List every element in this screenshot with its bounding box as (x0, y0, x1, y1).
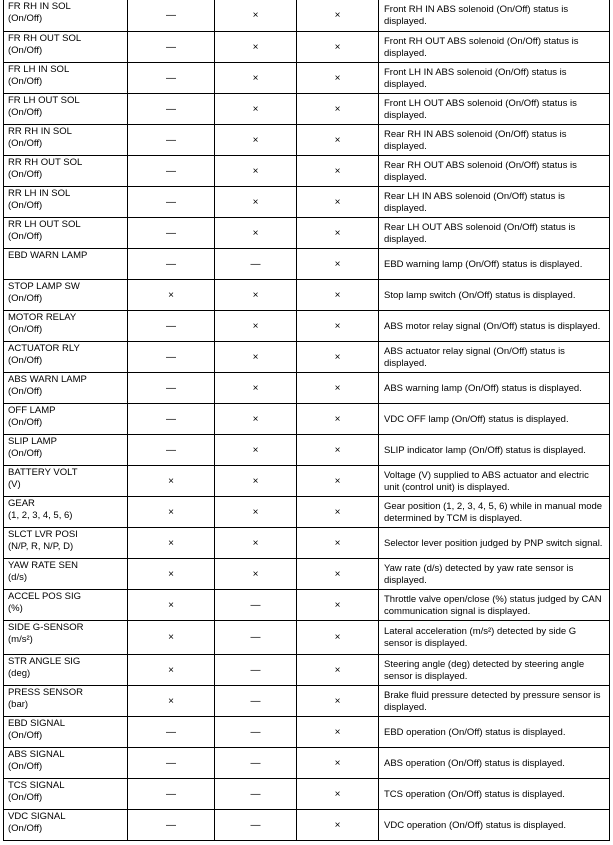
monitor-mark-c2: × (215, 125, 297, 155)
monitor-item-cell (4, 32, 128, 62)
monitor-mark-c3: × (297, 311, 379, 341)
monitor-description: Stop lamp switch (On/Off) status is displayed. (384, 289, 576, 301)
monitor-item-name: STOP LAMP SW (8, 281, 80, 292)
monitor-description-cell (379, 0, 609, 31)
monitor-description-cell (379, 187, 609, 217)
monitor-mark-c2: — (215, 717, 297, 747)
monitor-item-cell (4, 311, 128, 341)
monitor-item-cell (4, 466, 128, 496)
monitor-description-cell (379, 373, 609, 403)
monitor-item-cell (4, 404, 128, 434)
monitor-item-unit: (On/Off) (8, 324, 43, 335)
monitor-description: SLIP indicator lamp (On/Off) status is displayed. (384, 444, 586, 456)
monitor-mark-c3: × (297, 32, 379, 62)
monitor-mark-c1: — (128, 218, 215, 248)
monitor-mark-c2: × (215, 559, 297, 589)
table-row (4, 0, 609, 31)
monitor-description: Voltage (V) supplied to ABS actuator and electric unit (control unit) is displayed. (384, 469, 589, 493)
monitor-description: Selector lever position judged by PNP switch signal. (384, 537, 603, 549)
monitor-description: ABS operation (On/Off) status is displayed. (384, 757, 565, 769)
monitor-mark-c1: × (128, 497, 215, 527)
monitor-description-cell (379, 156, 609, 186)
monitor-item-name: STR ANGLE SIG (8, 656, 81, 667)
monitor-description-cell (379, 218, 609, 248)
monitor-mark-c1: × (128, 280, 215, 310)
monitor-item-name: GEAR (8, 498, 35, 509)
monitor-item-cell (4, 187, 128, 217)
monitor-item-cell (4, 590, 128, 620)
monitor-item-name: FR RH OUT SOL (8, 33, 82, 44)
monitor-mark-c1: — (128, 779, 215, 809)
table-row (4, 654, 609, 685)
monitor-mark-c2: × (215, 218, 297, 248)
table-row (4, 620, 609, 654)
monitor-item-name: FR LH IN SOL (8, 64, 70, 75)
monitor-item-name: SLIP LAMP (8, 436, 57, 447)
monitor-mark-c3: × (297, 748, 379, 778)
monitor-mark-c3: × (297, 497, 379, 527)
monitor-description: Brake fluid pressure detected by pressure sensor is displayed. (384, 689, 601, 713)
monitor-mark-c3: × (297, 655, 379, 685)
monitor-item-unit: (On/Off) (8, 138, 43, 149)
monitor-item-unit: (On/Off) (8, 823, 43, 834)
monitor-item-name: FR LH OUT SOL (8, 95, 80, 106)
monitor-description-cell (379, 621, 609, 654)
monitor-item-name: ABS WARN LAMP (8, 374, 87, 385)
monitor-mark-c3: × (297, 686, 379, 716)
monitor-item-unit: (On/Off) (8, 293, 43, 304)
monitor-item-unit: (On/Off) (8, 417, 43, 428)
monitor-mark-c3: × (297, 528, 379, 558)
monitor-mark-c1: × (128, 655, 215, 685)
monitor-description: EBD warning lamp (On/Off) status is displayed. (384, 258, 583, 270)
monitor-item-unit: (On/Off) (8, 200, 43, 211)
table-row (4, 341, 609, 372)
table-row (4, 217, 609, 248)
monitor-item-cell (4, 218, 128, 248)
monitor-item-name: TCS SIGNAL (8, 780, 65, 791)
monitor-description-cell (379, 810, 609, 840)
monitor-mark-c1: — (128, 94, 215, 124)
monitor-mark-c2: × (215, 497, 297, 527)
monitor-description: ABS motor relay signal (On/Off) status is displayed. (384, 320, 601, 332)
monitor-item-name: ACCEL POS SIG (8, 591, 82, 602)
monitor-description: Yaw rate (d/s) detected by yaw rate sensor is displayed. (384, 562, 574, 586)
monitor-description: EBD operation (On/Off) status is displayed. (384, 726, 566, 738)
monitor-description: ABS warning lamp (On/Off) status is displayed. (384, 382, 582, 394)
monitor-mark-c1: — (128, 717, 215, 747)
table-row (4, 372, 609, 403)
monitor-description: Lateral acceleration (m/s²) detected by side G sensor is displayed. (384, 626, 577, 649)
monitor-description: Front LH IN ABS solenoid (On/Off) status is displayed. (384, 66, 567, 90)
monitor-description: TCS operation (On/Off) status is displayed. (384, 788, 565, 800)
monitor-description: Throttle valve open/close (%) status judged by CAN communication signal is displayed. (384, 593, 602, 617)
table-row (4, 248, 609, 279)
monitor-mark-c1: — (128, 810, 215, 840)
monitor-mark-c2: × (215, 342, 297, 372)
monitor-item-cell (4, 280, 128, 310)
monitor-item-unit: (m/s²) (8, 634, 33, 645)
monitor-description-cell (379, 404, 609, 434)
monitor-description-cell (379, 779, 609, 809)
monitor-mark-c2: × (215, 187, 297, 217)
table-row (4, 124, 609, 155)
monitor-description-cell (379, 717, 609, 747)
monitor-description-cell (379, 249, 609, 279)
monitor-mark-c1: — (128, 435, 215, 465)
monitor-item-cell (4, 559, 128, 589)
monitor-item-unit: (On/Off) (8, 107, 43, 118)
table-row (4, 716, 609, 747)
monitor-mark-c3: × (297, 125, 379, 155)
table-row (4, 403, 609, 434)
monitor-mark-c2: × (215, 404, 297, 434)
monitor-mark-c3: × (297, 156, 379, 186)
monitor-item-cell (4, 810, 128, 840)
monitor-description-cell (379, 280, 609, 310)
monitor-description-cell (379, 32, 609, 62)
monitor-mark-c3: × (297, 621, 379, 654)
table-row (4, 434, 609, 465)
monitor-item-cell (4, 0, 128, 31)
table-row (4, 62, 609, 93)
monitor-description-cell (379, 497, 609, 527)
monitor-item-name: RR LH OUT SOL (8, 219, 81, 230)
monitor-item-unit: (On/Off) (8, 355, 43, 366)
table-row (4, 279, 609, 310)
monitor-item-unit: (On/Off) (8, 448, 43, 459)
monitor-item-cell (4, 249, 128, 279)
table-row (4, 558, 609, 589)
monitor-mark-c2: — (215, 686, 297, 716)
monitor-item-name: YAW RATE SEN (8, 560, 79, 571)
monitor-item-unit: (On/Off) (8, 13, 43, 24)
monitor-description-cell (379, 466, 609, 496)
table-row (4, 93, 609, 124)
monitor-mark-c2: × (215, 528, 297, 558)
monitor-item-cell (4, 125, 128, 155)
monitor-item-cell (4, 779, 128, 809)
monitor-mark-c1: — (128, 311, 215, 341)
table-row (4, 155, 609, 186)
monitor-item-cell (4, 655, 128, 685)
monitor-mark-c3: × (297, 342, 379, 372)
monitor-item-name: SLCT LVR POSI (8, 529, 78, 540)
monitor-item-cell (4, 717, 128, 747)
monitor-item-name: RR LH IN SOL (8, 188, 71, 199)
monitor-mark-c2: × (215, 311, 297, 341)
monitor-item-name: ABS SIGNAL (8, 749, 65, 760)
monitor-mark-c3: × (297, 404, 379, 434)
monitor-description: Rear RH IN ABS solenoid (On/Off) status is displayed. (384, 128, 567, 152)
monitor-mark-c1: × (128, 686, 215, 716)
monitor-item-name: PRESS SENSOR (8, 687, 83, 698)
monitor-mark-c3: × (297, 187, 379, 217)
monitor-mark-c2: — (215, 621, 297, 654)
monitor-mark-c2: × (215, 373, 297, 403)
monitor-item-name: VDC SIGNAL (8, 811, 66, 822)
monitor-item-name: RR RH OUT SOL (8, 157, 83, 168)
monitor-item-cell (4, 373, 128, 403)
monitor-mark-c3: × (297, 373, 379, 403)
table-row (4, 778, 609, 809)
monitor-item-unit: (deg) (8, 668, 31, 679)
table-row (4, 186, 609, 217)
monitor-item-name: MOTOR RELAY (8, 312, 77, 323)
monitor-description: Front RH IN ABS solenoid (On/Off) status is displayed. (384, 4, 569, 27)
monitor-mark-c1: — (128, 187, 215, 217)
monitor-mark-c2: — (215, 590, 297, 620)
monitor-item-cell (4, 435, 128, 465)
monitor-mark-c1: — (128, 63, 215, 93)
monitor-item-cell (4, 156, 128, 186)
monitor-item-name: FR RH IN SOL (8, 1, 71, 12)
monitor-item-cell (4, 621, 128, 654)
monitor-mark-c3: × (297, 779, 379, 809)
monitor-mark-c3: × (297, 435, 379, 465)
table-row (4, 809, 609, 840)
monitor-mark-c2: — (215, 655, 297, 685)
monitor-mark-c3: × (297, 63, 379, 93)
table-row (4, 747, 609, 778)
monitor-description-cell (379, 559, 609, 589)
monitor-mark-c1: × (128, 590, 215, 620)
monitor-mark-c3: × (297, 717, 379, 747)
monitor-mark-c2: — (215, 779, 297, 809)
monitor-description: Front RH OUT ABS solenoid (On/Off) status is displayed. (384, 35, 579, 59)
monitor-item-unit: (On/Off) (8, 45, 43, 56)
monitor-item-unit: (%) (8, 603, 23, 614)
monitor-item-unit: (On/Off) (8, 169, 43, 180)
monitor-item-unit: (On/Off) (8, 386, 43, 397)
monitor-mark-c2: × (215, 94, 297, 124)
monitor-mark-c2: × (215, 32, 297, 62)
monitor-description: Rear LH OUT ABS solenoid (On/Off) status is displayed. (384, 221, 576, 245)
monitor-mark-c2: × (215, 466, 297, 496)
monitor-mark-c1: × (128, 621, 215, 654)
monitor-mark-c3: × (297, 218, 379, 248)
monitor-item-name: ACTUATOR RLY (8, 343, 80, 354)
monitor-mark-c2: — (215, 249, 297, 279)
monitor-mark-c2: × (215, 280, 297, 310)
monitor-item-name: RR RH IN SOL (8, 126, 72, 137)
monitor-mark-c1: — (128, 342, 215, 372)
monitor-mark-c1: × (128, 528, 215, 558)
monitor-mark-c3: × (297, 466, 379, 496)
monitor-item-cell (4, 686, 128, 716)
monitor-item-cell (4, 528, 128, 558)
monitor-description: Front LH OUT ABS solenoid (On/Off) status is displayed. (384, 97, 577, 121)
monitor-description: Rear LH IN ABS solenoid (On/Off) status is displayed. (384, 190, 565, 214)
monitor-description-cell (379, 528, 609, 558)
monitor-description-cell (379, 435, 609, 465)
data-monitor-table (3, 0, 610, 841)
monitor-mark-c1: — (128, 748, 215, 778)
monitor-item-cell (4, 748, 128, 778)
monitor-description-cell (379, 748, 609, 778)
monitor-mark-c1: — (128, 125, 215, 155)
monitor-item-unit: (On/Off) (8, 761, 43, 772)
monitor-description-cell (379, 686, 609, 716)
monitor-description: Gear position (1, 2, 3, 4, 5, 6) while in manual mode determined by TCM is displayed. (384, 500, 603, 524)
monitor-mark-c2: × (215, 435, 297, 465)
monitor-mark-c1: — (128, 404, 215, 434)
monitor-mark-c3: × (297, 559, 379, 589)
monitor-description: ABS actuator relay signal (On/Off) status is displayed. (384, 345, 565, 369)
monitor-mark-c2: × (215, 63, 297, 93)
monitor-item-cell (4, 63, 128, 93)
monitor-description-cell (379, 655, 609, 685)
monitor-item-cell (4, 342, 128, 372)
monitor-mark-c3: × (297, 249, 379, 279)
monitor-description-cell (379, 94, 609, 124)
monitor-description-cell (379, 63, 609, 93)
monitor-mark-c2: — (215, 810, 297, 840)
monitor-description: VDC OFF lamp (On/Off) status is displayed. (384, 413, 569, 425)
monitor-item-cell (4, 497, 128, 527)
monitor-mark-c1: — (128, 156, 215, 186)
monitor-mark-c1: — (128, 32, 215, 62)
monitor-mark-c2: — (215, 748, 297, 778)
monitor-item-unit: (On/Off) (8, 792, 43, 803)
monitor-item-unit: (1, 2, 3, 4, 5, 6) (8, 510, 73, 521)
monitor-description: Rear RH OUT ABS solenoid (On/Off) status is displayed. (384, 159, 577, 183)
monitor-item-unit: (V) (8, 479, 21, 490)
table-row (4, 589, 609, 620)
table-row (4, 496, 609, 527)
table-row (4, 465, 609, 496)
monitor-item-unit: (N/P, R, N/P, D) (8, 541, 74, 552)
monitor-mark-c3: × (297, 0, 379, 31)
monitor-mark-c1: × (128, 559, 215, 589)
monitor-mark-c3: × (297, 810, 379, 840)
table-row (4, 527, 609, 558)
monitor-description-cell (379, 311, 609, 341)
monitor-mark-c1: — (128, 373, 215, 403)
monitor-item-name: BATTERY VOLT (8, 467, 78, 478)
table-row (4, 31, 609, 62)
monitor-mark-c3: × (297, 94, 379, 124)
monitor-item-unit: (d/s) (8, 572, 27, 583)
monitor-item-unit: (On/Off) (8, 730, 43, 741)
monitor-mark-c2: × (215, 0, 297, 31)
monitor-mark-c2: × (215, 156, 297, 186)
monitor-mark-c1: — (128, 249, 215, 279)
monitor-item-unit: (On/Off) (8, 76, 43, 87)
table-row (4, 685, 609, 716)
monitor-item-name: EBD WARN LAMP (8, 250, 88, 261)
monitor-item-name: SIDE G-SENSOR (8, 622, 84, 633)
monitor-mark-c3: × (297, 590, 379, 620)
monitor-mark-c1: × (128, 466, 215, 496)
monitor-item-unit: (bar) (8, 699, 29, 710)
monitor-mark-c3: × (297, 280, 379, 310)
monitor-item-name: EBD SIGNAL (8, 718, 66, 729)
monitor-item-cell (4, 94, 128, 124)
monitor-item-unit: (On/Off) (8, 231, 43, 242)
monitor-mark-c1: — (128, 0, 215, 31)
monitor-description-cell (379, 125, 609, 155)
monitor-description: VDC operation (On/Off) status is displayed. (384, 819, 566, 831)
monitor-description-cell (379, 590, 609, 620)
monitor-item-name: OFF LAMP (8, 405, 56, 416)
monitor-description-cell (379, 342, 609, 372)
table-row (4, 310, 609, 341)
monitor-description: Steering angle (deg) detected by steering angle sensor is displayed. (384, 658, 585, 682)
